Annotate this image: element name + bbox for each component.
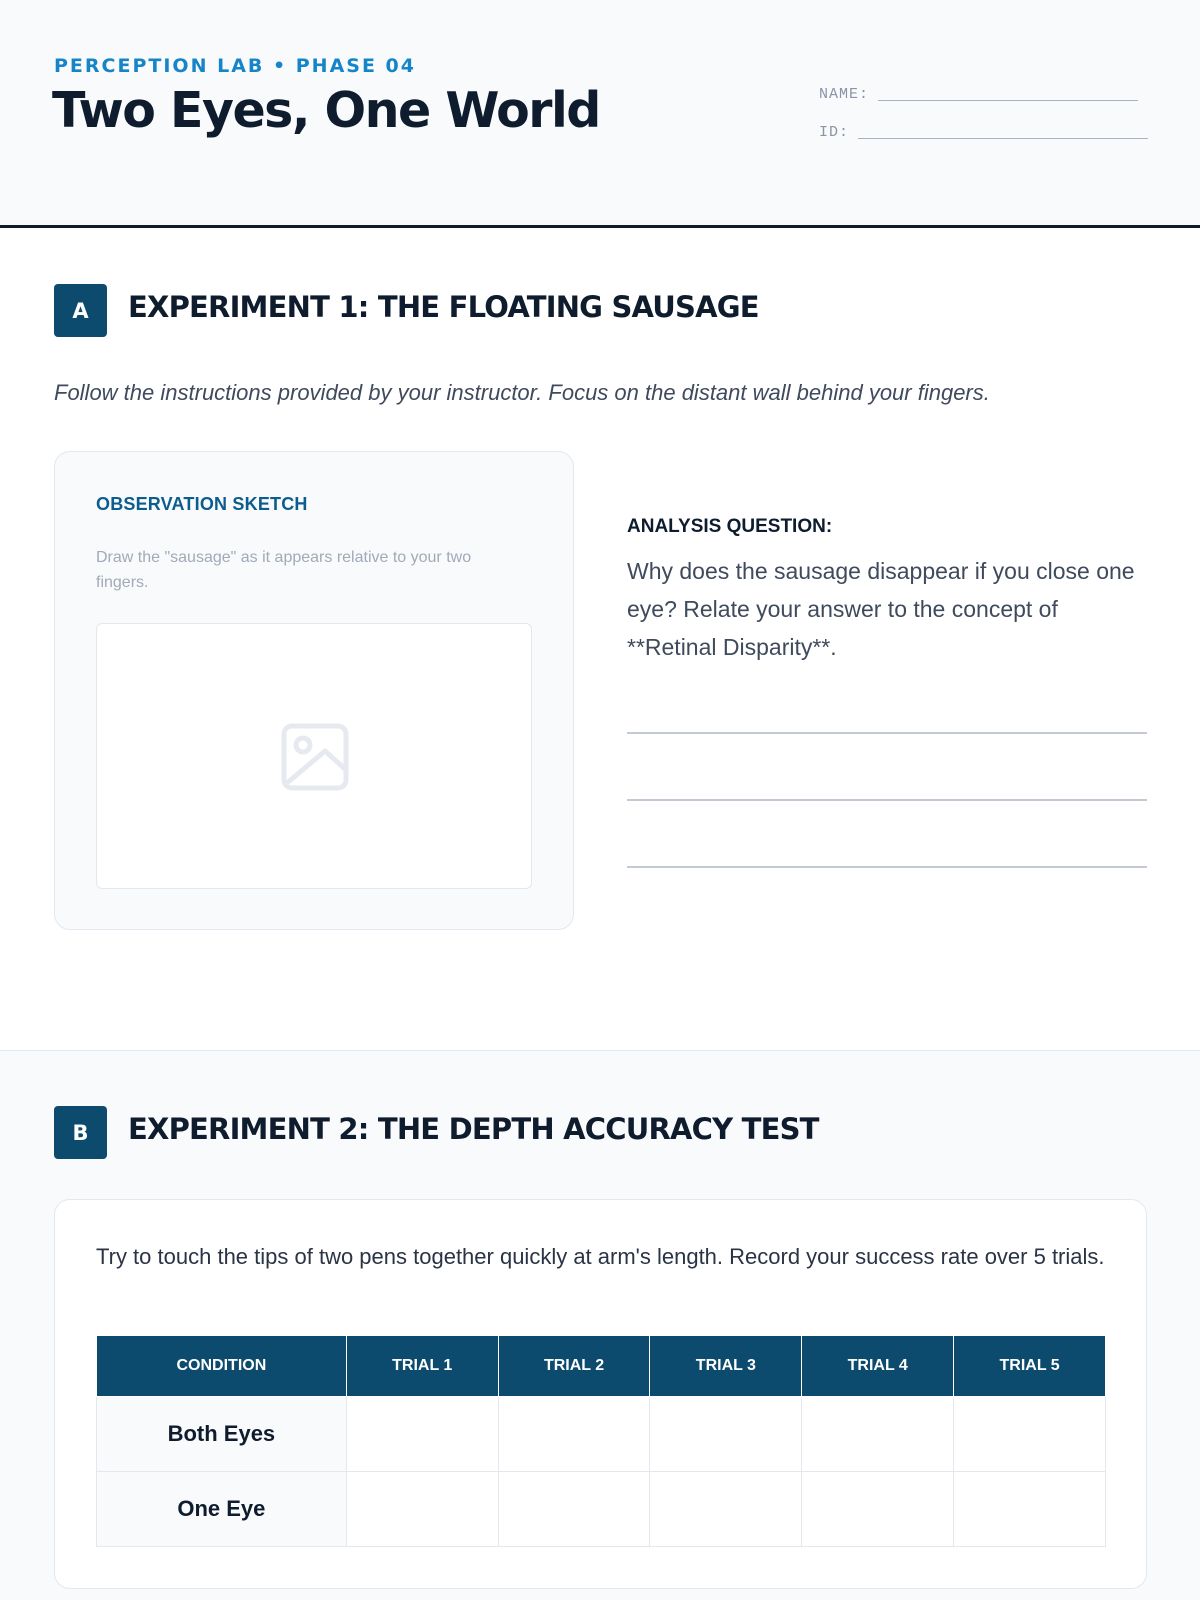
trial-cell[interactable] (346, 1472, 498, 1547)
column-header-trial-5: TRIAL 5 (954, 1336, 1106, 1397)
sketch-drawing-area[interactable] (96, 623, 532, 889)
answer-line[interactable] (627, 799, 1147, 801)
section-a-badge: A (54, 284, 107, 337)
column-header-trial-4: TRIAL 4 (802, 1336, 954, 1397)
table-row (97, 1472, 1106, 1547)
section-b-badge: B (54, 1106, 107, 1159)
answer-line[interactable] (627, 866, 1147, 868)
table-row (97, 1397, 1106, 1472)
id-field-label: ID: (819, 124, 850, 141)
depth-test-card (54, 1199, 1147, 1589)
trial-cell[interactable] (802, 1472, 954, 1547)
table-header-row (97, 1336, 1106, 1397)
trial-cell[interactable] (498, 1397, 650, 1472)
observation-sketch-help: Draw the "sausage" as it appears relative to your two fingers. (96, 549, 472, 591)
worksheet-title: Two Eyes, One World (52, 82, 600, 139)
condition-cell: Both Eyes (97, 1397, 347, 1472)
trial-cell[interactable] (650, 1397, 802, 1472)
image-placeholder-icon (281, 723, 349, 791)
name-field-line[interactable] (878, 100, 1138, 101)
observation-sketch-label: OBSERVATION SKETCH (96, 494, 308, 514)
answer-line[interactable] (627, 732, 1147, 734)
trials-table (96, 1335, 1106, 1547)
condition-cell: One Eye (97, 1472, 347, 1547)
observation-sketch-card (54, 451, 574, 930)
trial-cell[interactable] (650, 1472, 802, 1547)
id-field-line[interactable] (858, 138, 1148, 139)
section-b-instructions: Try to touch the tips of two pens together quickly at arm's length. Record your success rate over 5 trials. (96, 1244, 1105, 1269)
column-header-trial-3: TRIAL 3 (650, 1336, 802, 1397)
lab-phase-label: PERCEPTION LAB • PHASE 04 (54, 55, 416, 77)
analysis-question-text: Why does the sausage disappear if you close one eye? Relate your answer to the concept of **Retinal Disparity**. (627, 558, 1135, 660)
column-header-trial-1: TRIAL 1 (346, 1336, 498, 1397)
column-header-condition: CONDITION (97, 1336, 347, 1397)
section-a-title: EXPERIMENT 1: THE FLOATING SAUSAGE (128, 290, 759, 324)
trial-cell[interactable] (802, 1397, 954, 1472)
trial-cell[interactable] (954, 1397, 1106, 1472)
section-b-title: EXPERIMENT 2: THE DEPTH ACCURACY TEST (128, 1112, 819, 1146)
worksheet-header (0, 0, 1200, 228)
trial-cell[interactable] (346, 1397, 498, 1472)
analysis-question-label: ANALYSIS QUESTION: (627, 516, 833, 537)
trial-cell[interactable] (954, 1472, 1106, 1547)
trial-cell[interactable] (498, 1472, 650, 1547)
column-header-trial-2: TRIAL 2 (498, 1336, 650, 1397)
section-a-instructions: Follow the instructions provided by your instructor. Focus on the distant wall behind your fingers. (54, 380, 990, 405)
name-field-label: NAME: (819, 86, 870, 103)
